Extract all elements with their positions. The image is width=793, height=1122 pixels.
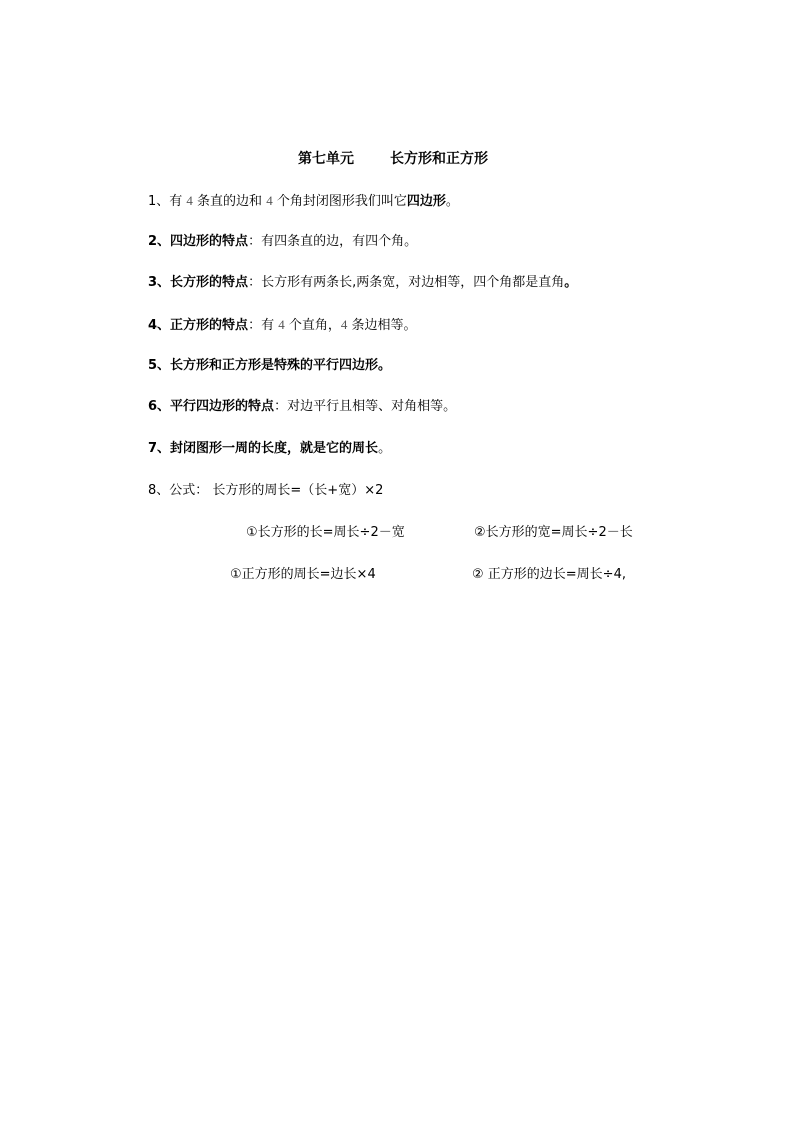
unit-label: 第七单元 (298, 151, 354, 167)
page-title (298, 148, 488, 168)
list-item: 4、正方形的特点：有 4 个直角，4 条边相等。 (148, 317, 417, 333)
item-number: 2、 (148, 234, 171, 249)
list-item: 2、四边形的特点：有四条直的边，有四个角。 (148, 234, 418, 249)
item-number: 5、 (148, 358, 171, 373)
item-number: 4、 (148, 318, 171, 333)
list-item: 1、有 4 条直的边和 4 个角封闭图形我们叫它四边形。 (148, 193, 459, 209)
list-item: 8、公式： 长方形的周长=（长+宽）×2 (148, 483, 384, 498)
item-number: 8、 (148, 483, 170, 498)
list-item: 5、长方形和正方形是特殊的平行四边形。 (148, 358, 392, 373)
formula-rect-width: ②长方形的宽=周长÷2－长 (474, 525, 633, 540)
list-item: 6、平行四边形的特点：对边平行且相等、对角相等。 (148, 399, 457, 414)
item-number: 1、 (148, 194, 170, 209)
list-item: 7、封闭图形一周的长度，就是它的周长。 (148, 441, 392, 456)
item-number: 6、 (148, 399, 171, 414)
list-item: 3、长方形的特点：长方形有两条长,两条宽，对边相等，四个角都是直角。 (148, 275, 578, 290)
item-number: 3、 (148, 275, 171, 290)
unit-topic: 长方形和正方形 (390, 151, 488, 167)
formula-rect-length: ①长方形的长=周长÷2－宽 (246, 525, 405, 540)
formula-square-side: ② 正方形的边长=周长÷4, (472, 567, 626, 582)
formula-square-perimeter: ①正方形的周长=边长×4 (230, 567, 376, 582)
item-number: 7、 (148, 441, 171, 456)
